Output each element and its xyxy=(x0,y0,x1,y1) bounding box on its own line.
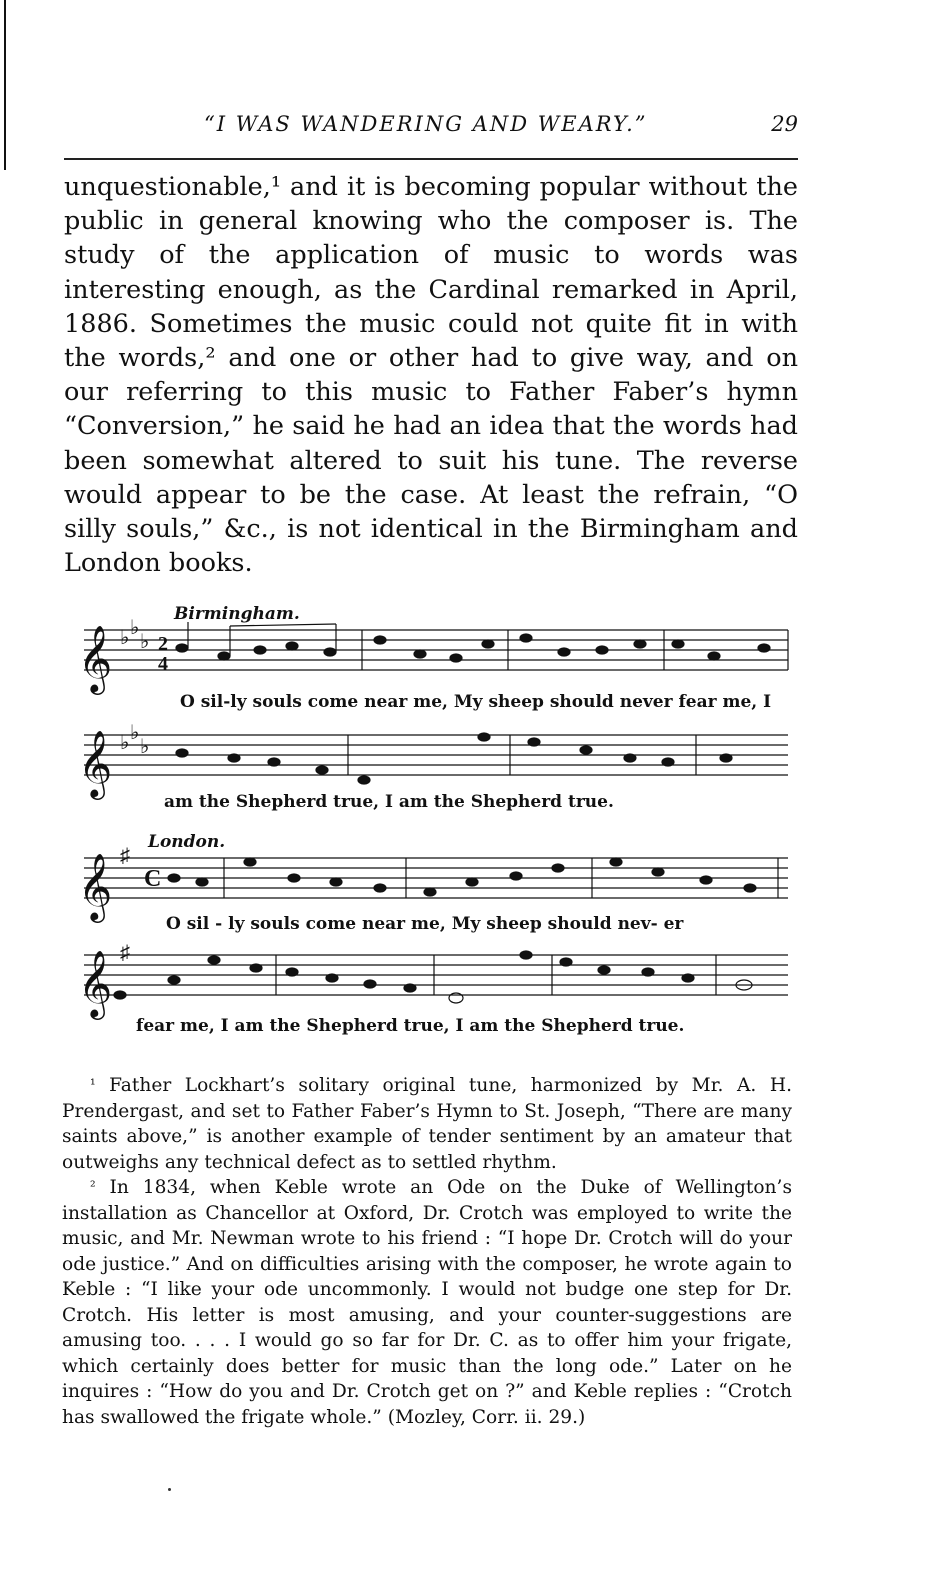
body-paragraph: unquestionable,¹ and it is becoming popular without the public in general knowing who the composer is. The study of the application of music to words was interesting enough, as the Cardinal remarked in April, 1886. Sometimes the music could not quite fit in with the words,² and one or other had to give way, and on our referring to this music to Father Faber’s hymn “Conversion,” he said he had an idea that the words had been somewhat altered to suit his tune. The reverse would appear to be the case. At least the refrain, “O silly souls,” &c., is not identical in the Birmingham and London books. xyxy=(64,172,798,579)
printer-mark xyxy=(168,1488,171,1491)
svg-text:♭: ♭ xyxy=(130,722,140,744)
lyric-line-1: O sil-ly souls come near me, My sheep should never fear me, I xyxy=(180,692,772,712)
treble-clefs xyxy=(78,626,112,1020)
svg-text:4: 4 xyxy=(158,653,168,675)
page-number: 29 xyxy=(771,112,798,136)
noteheads xyxy=(114,622,770,1003)
svg-text:♭: ♭ xyxy=(130,617,140,639)
svg-text:𝄞: 𝄞 xyxy=(78,951,113,1016)
svg-text:𝄞: 𝄞 xyxy=(78,854,113,919)
footnote-marker: ² xyxy=(90,1179,96,1195)
birmingham-label: Birmingham. xyxy=(174,604,300,624)
svg-text:♭: ♭ xyxy=(140,631,150,653)
staff-2 xyxy=(84,735,788,775)
svg-text:♭: ♭ xyxy=(140,736,150,758)
svg-text:♯: ♯ xyxy=(120,942,130,964)
staff-4 xyxy=(84,955,788,995)
svg-text:𝄞: 𝄞 xyxy=(78,626,113,691)
page-edge-rule xyxy=(4,0,6,170)
svg-text:♯: ♯ xyxy=(120,845,130,867)
svg-text:♭: ♭ xyxy=(120,627,130,649)
lyric-line-2: am the Shepherd true, I am the Shepherd true. xyxy=(164,792,614,812)
key-signatures xyxy=(120,617,149,964)
london-label: London. xyxy=(148,832,226,852)
footnotes xyxy=(62,1073,792,1430)
footnote-text: Father Lockhart’s solitary original tune, harmonized by Mr. A. H. Prendergast, and set to Father Faber’s Hymn to St. Joseph, “There are many saints above,” is another example of tender sentiment by an amateur that outweighs any technical defect as to settled rhythm. xyxy=(62,1075,792,1173)
running-title: “I WAS WANDERING AND WEARY.” xyxy=(204,112,648,136)
footnote-2 xyxy=(62,1175,792,1430)
svg-text:𝄞: 𝄞 xyxy=(78,731,113,796)
footnote-1 xyxy=(62,1073,792,1175)
svg-text:C: C xyxy=(144,866,162,892)
page-header xyxy=(64,112,798,142)
footnote-marker: ¹ xyxy=(90,1077,96,1093)
music-example xyxy=(64,600,798,1050)
svg-text:2: 2 xyxy=(158,633,168,655)
header-rule xyxy=(64,158,798,160)
svg-text:♭: ♭ xyxy=(120,732,130,754)
body-text xyxy=(64,170,798,580)
staff-1 xyxy=(84,630,788,670)
lyric-line-3: O sil - ly souls come near me, My sheep should nev- er xyxy=(166,914,684,934)
lyric-line-4: fear me, I am the Shepherd true, I am the Shepherd true. xyxy=(136,1016,685,1036)
music-staves xyxy=(64,600,798,1050)
time-signatures xyxy=(144,633,168,892)
footnote-text: In 1834, when Keble wrote an Ode on the Duke of Wellington’s installation as Chancellor at Oxford, Dr. Crotch was employed to write the music, and Mr. Newman wrote to his friend : “I hope Dr. Crotch will do your ode justice.” And on difficulties arising with the composer, he wrote again to Keble : “I like your ode uncommonly. I would not budge one step for Dr. Crotch. His letter is most amusing, and your counter-suggestions are amusing too. . . . I would go so far for Dr. C. as to offer him your frigate, which certainly does better for music than the long ode.” Later on he inquires : “How do you and Dr. Crotch get on ?” and Keble replies : “Crotch has swallowed the frigate whole.” (Mozley, Corr. ii. 29.) xyxy=(62,1177,792,1428)
